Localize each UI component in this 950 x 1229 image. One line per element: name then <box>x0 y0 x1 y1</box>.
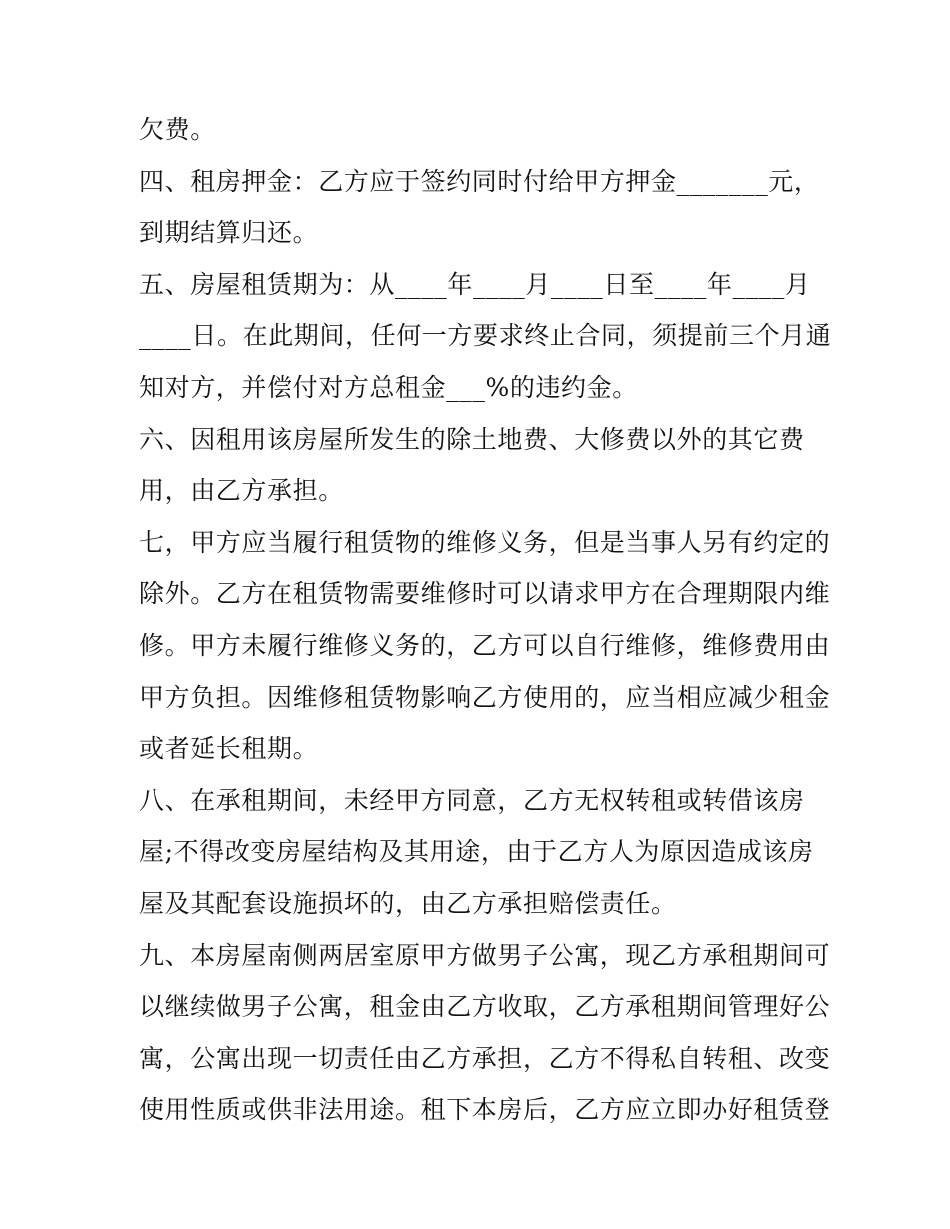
text-line: 修。甲方未履行维修义务的，乙方可以自行维修，维修费用由 <box>139 630 831 660</box>
text-line: 寓，公寓出现一切责任由乙方承担，乙方不得私自转租、改变 <box>139 1043 831 1073</box>
text-line: 或者延长租期。 <box>139 734 319 764</box>
text-line: 四、租房押金：乙方应于签约同时付给甲方押金_______元， <box>139 166 820 196</box>
text-line: 甲方负担。因维修租赁物影响乙方使用的，应当相应减少租金 <box>139 682 831 712</box>
text-line: 以继续做男子公寓，租金由乙方收取，乙方承租期间管理好公 <box>139 992 831 1022</box>
text-line: 七，甲方应当履行租赁物的维修义务，但是当事人另有约定的 <box>139 527 831 557</box>
text-line: 六、因租用该房屋所发生的除土地费、大修费以外的其它费 <box>139 424 805 454</box>
text-line: 欠费。 <box>139 115 216 144</box>
text-line: 八、在承租期间，未经甲方同意，乙方无权转租或转借该房 <box>139 785 805 815</box>
text-line: 九、本房屋南侧两居室原甲方做男子公寓，现乙方承租期间可 <box>139 940 831 970</box>
text-line: 到期结算归还。 <box>139 218 319 248</box>
text-line: 知对方，并偿付对方总租金___%的违约金。 <box>139 372 638 402</box>
text-line: 用，由乙方承担。 <box>139 476 344 506</box>
text-line: 屋;不得改变房屋结构及其用途，由于乙方人为原因造成该房 <box>139 837 814 867</box>
text-line: 五、房屋租赁期为：从____年____月____日至____年____月 <box>139 269 811 299</box>
text-line: 使用性质或供非法用途。租下本房后，乙方应立即办好租赁登 <box>139 1095 831 1125</box>
contract-text <box>139 104 832 1136</box>
text-line: ____日。在此期间，任何一方要求终止合同，须提前三个月通 <box>139 321 832 351</box>
text-line: 除外。乙方在租赁物需要维修时可以请求甲方在合理期限内维 <box>139 579 831 609</box>
text-line: 屋及其配套设施损坏的，由乙方承担赔偿责任。 <box>139 888 677 918</box>
